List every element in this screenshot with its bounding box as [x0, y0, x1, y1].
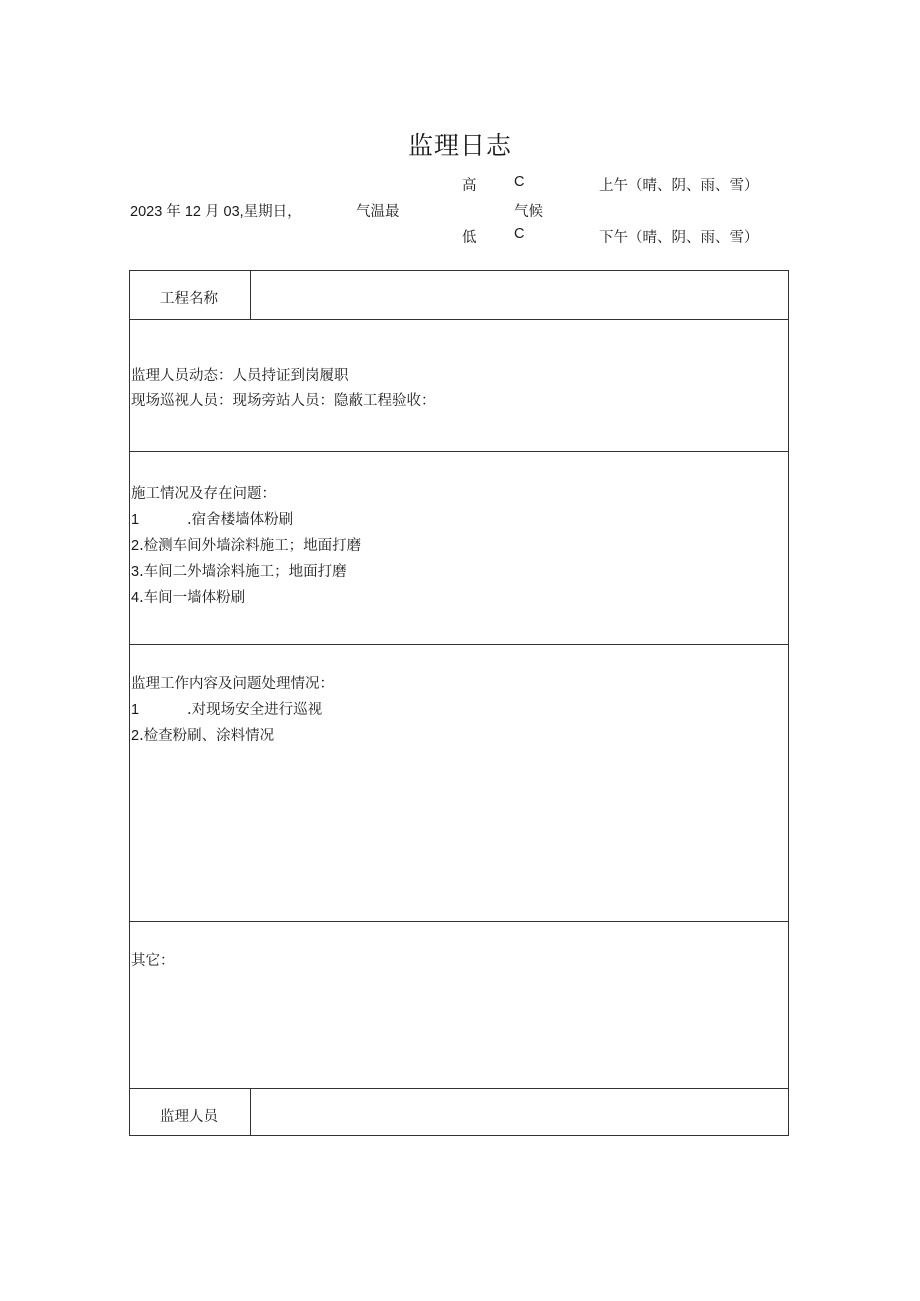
supervision-heading: 监理工作内容及问题处理情况：	[131, 676, 334, 692]
item-text: .检测车间外墙涂料施工；地面打磨	[139, 538, 362, 554]
col-divider	[250, 271, 251, 319]
weather-label: 气候	[514, 204, 543, 220]
log-date	[130, 200, 302, 221]
item-number: 1	[131, 512, 140, 528]
pm-weather: 下午（晴、阴、雨、雪）	[599, 230, 759, 246]
staff-dynamics: 监理人员动态：人员持证到岗履职	[131, 368, 349, 384]
row-divider	[130, 921, 788, 922]
row-divider	[130, 319, 788, 320]
staff-patrol: 现场巡视人员：现场旁站人员：隐蔽工程验收：	[131, 393, 436, 409]
temp-high-label: 高	[462, 178, 477, 194]
item-number: 1	[131, 702, 140, 718]
item-number: 4	[131, 590, 140, 606]
log-table	[129, 270, 789, 1136]
item-text: .车间二外墙涂料施工；地面打磨	[139, 564, 347, 580]
col-divider	[250, 1088, 251, 1136]
list-item	[131, 585, 245, 611]
item-text: .车间一墙体粉刷	[139, 590, 246, 606]
other-label: 其它：	[131, 953, 175, 969]
item-number: 3	[131, 564, 140, 580]
row-divider	[130, 644, 788, 645]
row-divider	[130, 1088, 788, 1089]
supervisor-label: 监理人员	[160, 1109, 218, 1125]
am-weather: 上午（晴、阴、雨、雪）	[599, 178, 759, 194]
date-text: 2023 年 12 月 03,星期日，	[130, 204, 302, 220]
construction-heading: 施工情况及存在问题：	[131, 486, 276, 502]
temp-label: 气温最	[356, 204, 400, 220]
list-item	[131, 697, 322, 723]
list-item	[131, 533, 361, 559]
temp-low-unit: C	[514, 226, 525, 242]
list-item	[131, 723, 274, 749]
page-title: 监理日志	[407, 131, 512, 160]
item-number: 2	[131, 538, 140, 554]
project-name-label: 工程名称	[160, 291, 218, 307]
list-item	[131, 559, 347, 585]
temp-low-label: 低	[462, 230, 477, 246]
item-text: .检查粉刷、涂料情况	[139, 728, 275, 744]
list-item	[131, 507, 293, 533]
row-divider	[130, 451, 788, 452]
item-text: .宿舍楼墙体粉刷	[187, 512, 294, 528]
item-number: 2	[131, 728, 140, 744]
item-text: .对现场安全进行巡视	[187, 702, 323, 718]
temp-high-unit: C	[514, 174, 525, 190]
